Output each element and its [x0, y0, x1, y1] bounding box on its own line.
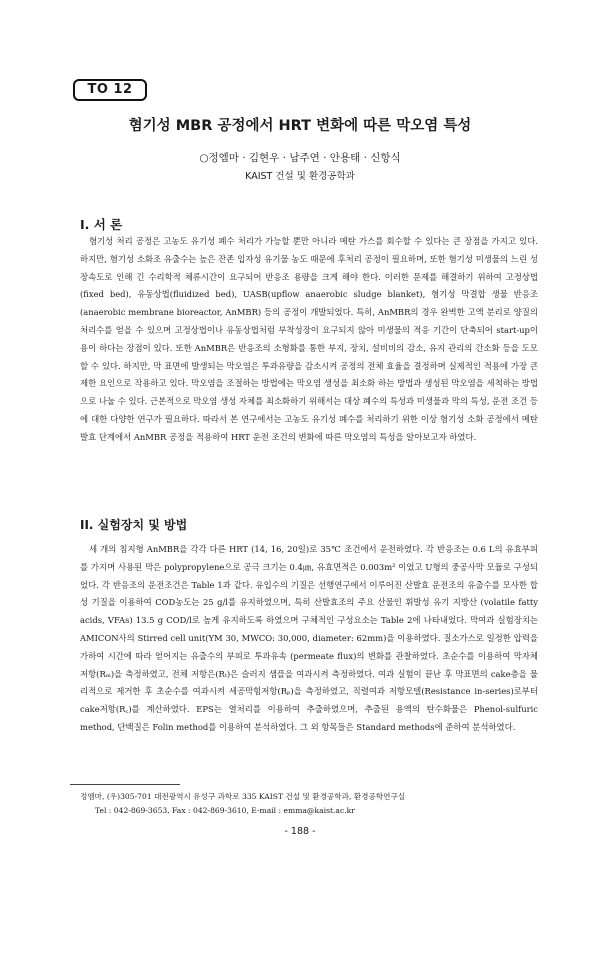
introduction-body: 혐기성 처리 공정은 고농도 유기성 폐수 처리가 가능할 뿐만 아니라 메탄 가스를 회수할 수 있다는 큰 장점을 가지고 있다. 하지만, 혐기성 소화조 유출수는 높은 잔존 입자성 유기물 농도 때문에 후처리 공정이 필요하며, 또한 혐기성 미생물의 느린 성장속도로 인해 긴 수리학적 체류시간이 요구되어 반응조 용량을 크게 해야 한다. 이러한 문제를 해결하기 위하여 고정상법(fixed bed), 유동상법(fluidized bed), UASB(upflow anaerobic sludge blanket), 혐기성 막결합 생물 반응조(anaerobic membrane bioreactor, AnMBR) 등의 공정이 개발되었다. 특히, AnMBR의 경우 완벽한 고액 분리로 양질의 처리수를 얻을 수 있으며 고정상법이나 유동상법처럼 부착성장이 요구되지 않아 미생물의 적응 기간이 단축되어 start-up이 용이 하다는 장점이 있다. 또한 AnMBR은 반응조의 소형화를 통한 부지, 장치, 설비비의 감소, 유지 관리의 간소화 등을 도모할 수 있다. 하지만, 막 표면에 발생되는 막오염은 투과유량을 감소시켜 공정의 전체 효율을 결정하며 실제적인 적용에 가장 큰 제한 요인으로 작용하고 있다. 막오염을 조절하는 방법에는 막오염 생성을 최소화 하는 방법과 생성된 막오염을 세척하는 방법으로 나눌 수 있다. 근본적으로 막오염 생성 자체를 최소화하기 위해서는 대상 폐수의 특성과 미생물과 막의 특성, 운전 조건 등에 대한 다양한 연구가 필요하다. 따라서 본 연구에서는 고농도 유기성 폐수를 처리하기 위한 이상 혐기성 소화 공정에서 메탄발효 단계에서 AnMBR 공정을 적용하여 HRT 운전 조건의 변화에 따른 막오염의 특성을 알아보고자 하였다.	[80, 236, 538, 442]
footnote-contact: Tel : 042-869-3653, Fax : 042-869-3610, E-mail : emma@kaist.ac.kr	[95, 806, 355, 815]
footnote-address: 정엠마, (우)305-701 대전광역시 유성구 과학로 335 KAIST 건설 및 환경공학과, 환경공학연구실	[80, 792, 406, 801]
session-tag: TO 12	[73, 79, 147, 101]
paper-title: 혐기성 MBR 공정에서 HRT 변화에 따른 막오염 특성	[128, 118, 472, 134]
author-list: ○정엠마 · 김현우 · 남주연 · 안용태 · 신항식	[199, 152, 401, 164]
affiliation: KAIST 건설 및 환경공학과	[245, 171, 355, 182]
footnote-divider	[70, 784, 180, 785]
page-number: - 188 -	[284, 826, 316, 837]
methods-body: 세 개의 침지형 AnMBR을 각각 다른 HRT (14, 16, 20일)로 35℃ 조건에서 운전하였다. 각 반응조는 0.6 L의 유효부피를 가지며 사용된 막은 polypropylene으로 공극 크기는 0.4㎛, 유효면적은 0.003m² 이었고 U형의 중공사막 모듈로 구성되었다. 각 반응조의 운전조건은 Table 1과 같다. 유입수의 기질은 선행연구에서 이루어진 산발효 운전조의 유출수를 모사한 합성 기질을 이용하여 COD농도는 25 g/l를 유지하였으며, 특히 산발효조의 주요 산물인 휘발성 유기 지방산 (volatile fatty acids, VFAs) 13.5 g COD/l로 높게 유지하도록 하였으며 구체적인 구성요소는 Table 2에 나타내었다. 막여과 실험장치는 AMICON사의 Stirred cell unit(YM 30, MWCO: 30,000, diameter: 62mm)을 이용하였다. 질소가스로 일정한 압력을 가하여 시간에 따라 얻어지는 유출수의 부피로 투과유속 (permeate flux)의 변화를 관찰하였다. 초순수를 이용하여 막자체 저항(Rₘ)을 측정하였고, 전체 저항은(Rₜ)은 슬러지 샘플을 여과시켜 측정하였다. 여과 실험이 끝난 후 막표면의 cake층을 물리적으로 제거한 후 초순수를 여과시켜 세공막힘저항(Rₚ)을 측정하였고, 직렬여과 저항모델(Resistance in-series)로부터 cake저항(R꜀)를 계산하였다. EPS는 열처리를 이용하여 추출하였으며, 추출된 용액의 탄수화물은 Phenol-sulfuric method, 단백질은 Folin method를 이용하여 분석하였다. 그 외 항목들은 Standard methods에 준하여 분석하였다.	[80, 544, 538, 732]
section-heading-introduction: I. 서 론	[80, 217, 123, 232]
section-heading-methods: II. 실험장치 및 방법	[80, 518, 188, 532]
